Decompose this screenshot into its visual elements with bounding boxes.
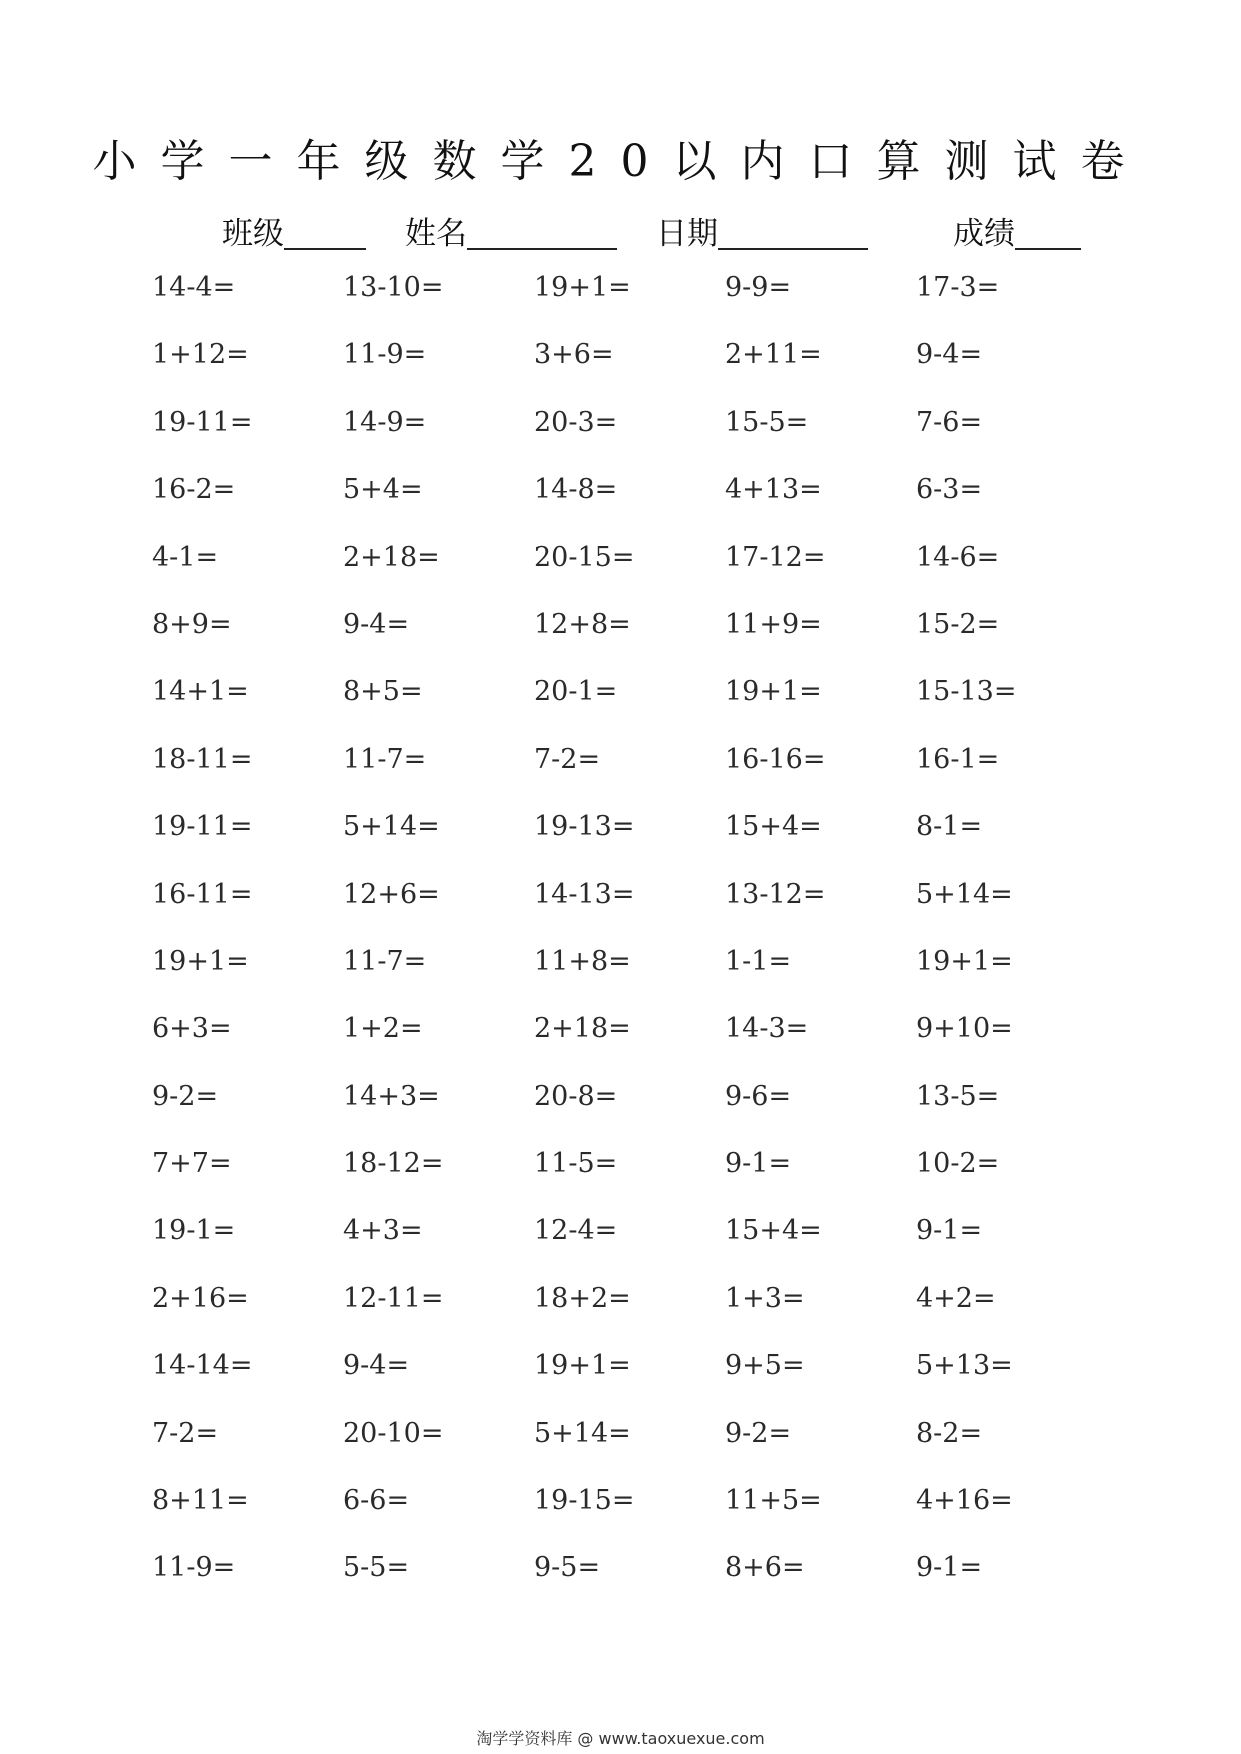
problem-item: 9-6= xyxy=(725,1080,792,1112)
problem-row xyxy=(152,944,1112,1011)
problem-row xyxy=(152,1416,1112,1483)
problem-item: 2+18= xyxy=(343,541,440,573)
problem-row xyxy=(152,1079,1112,1146)
problem-item: 11-7= xyxy=(343,743,427,775)
footer-watermark: 淘学学资料库 @ www.taoxuexue.com xyxy=(476,1729,765,1748)
problem-item: 8-1= xyxy=(916,811,983,843)
problem-row xyxy=(152,607,1112,674)
problem-item: 5+13= xyxy=(916,1350,1013,1382)
problem-item: 15-13= xyxy=(916,676,1017,708)
date-field[interactable] xyxy=(656,208,868,256)
problem-item: 20-3= xyxy=(534,406,618,438)
problem-item: 9-1= xyxy=(725,1148,792,1180)
problem-row xyxy=(152,1011,1112,1078)
problem-item: 20-15= xyxy=(534,541,635,573)
problem-item: 4+2= xyxy=(916,1282,996,1314)
problem-item: 12-4= xyxy=(534,1215,618,1247)
problem-item: 10-2= xyxy=(916,1148,1000,1180)
problem-item: 14-14= xyxy=(152,1350,253,1382)
problem-item: 16-11= xyxy=(152,878,253,910)
problem-row xyxy=(152,809,1112,876)
problem-item: 12+8= xyxy=(534,608,631,640)
problem-item: 14-4= xyxy=(152,272,236,303)
problem-item: 9-2= xyxy=(152,1080,219,1112)
problem-item: 20-8= xyxy=(534,1080,618,1112)
class-blank[interactable] xyxy=(284,212,366,250)
problem-item: 13-12= xyxy=(725,878,826,910)
problem-item: 14+3= xyxy=(343,1080,440,1112)
problem-row xyxy=(152,1483,1112,1550)
problem-row xyxy=(152,405,1112,472)
problem-item: 20-1= xyxy=(534,676,618,708)
problem-item: 17-12= xyxy=(725,541,826,573)
problem-item: 19+1= xyxy=(916,945,1013,977)
problem-item: 9+10= xyxy=(916,1013,1013,1045)
problem-item: 14-3= xyxy=(725,1013,809,1045)
name-field[interactable] xyxy=(405,208,617,256)
problem-item: 9-9= xyxy=(725,272,792,303)
problem-item: 18-12= xyxy=(343,1148,444,1180)
problem-item: 1-1= xyxy=(725,945,792,977)
problem-item: 9-4= xyxy=(343,1350,410,1382)
problem-row xyxy=(152,1348,1112,1415)
page-title: 小学一年级数学20以内口算测试卷 xyxy=(92,136,1149,187)
score-field[interactable] xyxy=(953,208,1081,256)
problem-row xyxy=(152,877,1112,944)
problem-item: 19+1= xyxy=(152,945,249,977)
problem-item: 14-13= xyxy=(534,878,635,910)
problem-row xyxy=(152,270,1112,337)
problem-item: 8-2= xyxy=(916,1417,983,1449)
problem-item: 4-1= xyxy=(152,541,219,573)
problem-item: 11-9= xyxy=(343,339,427,371)
problem-item: 7-6= xyxy=(916,406,983,438)
problem-item: 19-13= xyxy=(534,811,635,843)
problem-item: 5+14= xyxy=(916,878,1013,910)
problem-item: 19-1= xyxy=(152,1215,236,1247)
problem-item: 9+5= xyxy=(725,1350,805,1382)
problem-item: 19+1= xyxy=(534,272,631,303)
problem-item: 5-5= xyxy=(343,1552,410,1584)
problem-item: 5+14= xyxy=(534,1417,631,1449)
problem-item: 11+5= xyxy=(725,1485,822,1517)
problem-row xyxy=(152,1550,1112,1617)
problem-item: 11+9= xyxy=(725,608,822,640)
problem-item: 13-5= xyxy=(916,1080,1000,1112)
problem-item: 8+5= xyxy=(343,676,423,708)
name-blank[interactable] xyxy=(467,212,617,250)
score-label: 成绩 xyxy=(953,216,1015,252)
problem-row xyxy=(152,1146,1112,1213)
problem-item: 5+4= xyxy=(343,474,423,506)
problem-row xyxy=(152,540,1112,607)
problem-item: 4+16= xyxy=(916,1485,1013,1517)
problem-item: 18+2= xyxy=(534,1282,631,1314)
problem-grid xyxy=(152,270,1112,1618)
class-field[interactable] xyxy=(222,208,366,256)
problem-item: 1+2= xyxy=(343,1013,423,1045)
problem-item: 11-5= xyxy=(534,1148,618,1180)
name-label: 姓名 xyxy=(405,216,467,252)
problem-item: 12+6= xyxy=(343,878,440,910)
problem-item: 2+11= xyxy=(725,339,822,371)
problem-row xyxy=(152,1281,1112,1348)
problem-item: 11+8= xyxy=(534,945,631,977)
problem-item: 15-2= xyxy=(916,608,1000,640)
problem-item: 9-5= xyxy=(534,1552,601,1584)
problem-item: 19-11= xyxy=(152,406,253,438)
problem-row xyxy=(152,674,1112,741)
problem-item: 2+16= xyxy=(152,1282,249,1314)
problem-item: 15-5= xyxy=(725,406,809,438)
problem-item: 4+13= xyxy=(725,474,822,506)
problem-item: 4+3= xyxy=(343,1215,423,1247)
problem-item: 5+14= xyxy=(343,811,440,843)
problem-item: 7-2= xyxy=(152,1417,219,1449)
problem-item: 12-11= xyxy=(343,1282,444,1314)
problem-item: 14-8= xyxy=(534,474,618,506)
problem-item: 1+3= xyxy=(725,1282,805,1314)
problem-item: 9-1= xyxy=(916,1215,983,1247)
problem-item: 19-15= xyxy=(534,1485,635,1517)
score-blank[interactable] xyxy=(1015,212,1081,250)
problem-row xyxy=(152,472,1112,539)
problem-item: 6-6= xyxy=(343,1485,410,1517)
problem-item: 14+1= xyxy=(152,676,249,708)
problem-item: 19-11= xyxy=(152,811,253,843)
problem-item: 9-1= xyxy=(916,1552,983,1584)
problem-item: 9-4= xyxy=(343,608,410,640)
date-blank[interactable] xyxy=(718,212,868,250)
problem-item: 8+6= xyxy=(725,1552,805,1584)
problem-item: 11-7= xyxy=(343,945,427,977)
problem-item: 8+11= xyxy=(152,1485,249,1517)
problem-item: 8+9= xyxy=(152,608,232,640)
problem-row xyxy=(152,337,1112,404)
problem-item: 6+3= xyxy=(152,1013,232,1045)
problem-item: 1+12= xyxy=(152,339,249,371)
problem-item: 2+18= xyxy=(534,1013,631,1045)
problem-item: 16-16= xyxy=(725,743,826,775)
problem-item: 19+1= xyxy=(534,1350,631,1382)
problem-item: 7+7= xyxy=(152,1148,232,1180)
problem-item: 16-1= xyxy=(916,743,1000,775)
problem-item: 16-2= xyxy=(152,474,236,506)
student-info-row xyxy=(0,208,1241,256)
problem-item: 11-9= xyxy=(152,1552,236,1584)
problem-row xyxy=(152,1213,1112,1280)
problem-item: 14-9= xyxy=(343,406,427,438)
problem-item: 14-6= xyxy=(916,541,1000,573)
problem-item: 15+4= xyxy=(725,811,822,843)
problem-item: 15+4= xyxy=(725,1215,822,1247)
date-label: 日期 xyxy=(656,216,718,252)
problem-item: 20-10= xyxy=(343,1417,444,1449)
problem-item: 9-4= xyxy=(916,339,983,371)
problem-item: 13-10= xyxy=(343,272,444,303)
problem-item: 6-3= xyxy=(916,474,983,506)
problem-row xyxy=(152,742,1112,809)
problem-item: 18-11= xyxy=(152,743,253,775)
class-label: 班级 xyxy=(222,216,284,252)
problem-item: 19+1= xyxy=(725,676,822,708)
problem-item: 17-3= xyxy=(916,272,1000,303)
problem-item: 9-2= xyxy=(725,1417,792,1449)
problem-item: 3+6= xyxy=(534,339,614,371)
problem-item: 7-2= xyxy=(534,743,601,775)
